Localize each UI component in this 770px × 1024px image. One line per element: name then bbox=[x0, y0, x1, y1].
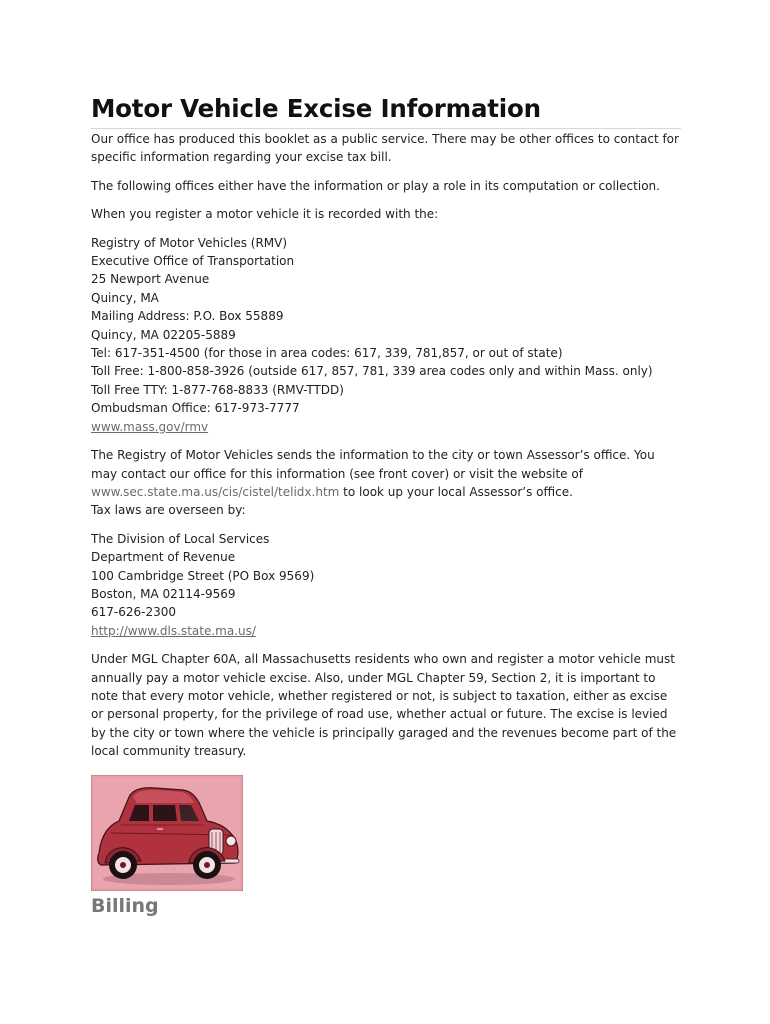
vintage-car-image bbox=[91, 775, 243, 891]
overseen-text: Tax laws are overseen by: bbox=[91, 503, 246, 518]
rmv-line: Registry of Motor Vehicles (RMV) bbox=[91, 235, 288, 250]
rmv-line: Toll Free TTY: 1-877-768-8833 (RMV-TTDD) bbox=[91, 382, 344, 397]
dls-line: 617-626-2300 bbox=[91, 605, 177, 620]
rmv-website-link[interactable]: www.mass.gov/rmv bbox=[91, 419, 209, 434]
assessor-text: The Registry of Motor Vehicles sends the information to the city or town Assessor’s office. You may contact our office for this information (see front cover) or visit the website of bbox=[91, 448, 655, 481]
page-title: Motor Vehicle Excise Information bbox=[91, 94, 681, 129]
billing-heading: Billing bbox=[91, 894, 159, 917]
dls-line: 100 Cambridge Street (PO Box 9569) bbox=[91, 568, 315, 583]
mgl-paragraph: Under MGL Chapter 60A, all Massachusetts residents who own and register a motor vehicle must annually pay a motor vehicle excise. Also, under MGL Chapter 59, Section 2, it is important to note that every motor vehicle, whether registered or not, is subject to taxation, either as excise or personal property, for the privilege of road use, whether actual or future. The excise is levied by the city or town where the vehicle is principally garaged and the revenues become part of the local community treasury. bbox=[91, 652, 677, 759]
assessor-text-after: to look up your local Assessor’s office. bbox=[339, 484, 573, 499]
rmv-line: Ombudsman Office: 617-973-7777 bbox=[91, 401, 300, 416]
offices-paragraph: The following offices either have the information or play a role in its computation or collection. bbox=[91, 178, 660, 193]
rmv-line: Quincy, MA bbox=[91, 290, 159, 305]
dls-line: Boston, MA 02114-9569 bbox=[91, 586, 236, 601]
rmv-line: Mailing Address: P.O. Box 55889 bbox=[91, 309, 284, 324]
rmv-line: Quincy, MA 02205-5889 bbox=[91, 327, 236, 342]
assessor-paragraph bbox=[91, 446, 681, 520]
dls-website-link[interactable]: http://www.dls.state.ma.us/ bbox=[91, 623, 256, 638]
rmv-line: Toll Free: 1-800-858-3926 (outside 617, 857, 781, 339 area codes only and within Mass. only) bbox=[91, 364, 653, 379]
document-page bbox=[91, 94, 681, 919]
rmv-line: Executive Office of Transportation bbox=[91, 254, 295, 269]
intro-paragraph: Our office has produced this booklet as a public service. There may be other offices to contact for specific information regarding your excise tax bill. bbox=[91, 132, 679, 165]
rmv-address-block bbox=[91, 234, 681, 436]
rmv-line: Tel: 617-351-4500 (for those in area codes: 617, 339, 781,857, or out of state) bbox=[91, 346, 563, 361]
register-paragraph: When you register a motor vehicle it is recorded with the: bbox=[91, 207, 439, 222]
dls-line: The Division of Local Services bbox=[91, 531, 270, 546]
assessor-website-link[interactable]: www.sec.state.ma.us/cis/cistel/telidx.htm bbox=[91, 484, 340, 499]
rmv-line: 25 Newport Avenue bbox=[91, 272, 210, 287]
dls-line: Department of Revenue bbox=[91, 550, 236, 565]
dls-address-block bbox=[91, 530, 681, 640]
